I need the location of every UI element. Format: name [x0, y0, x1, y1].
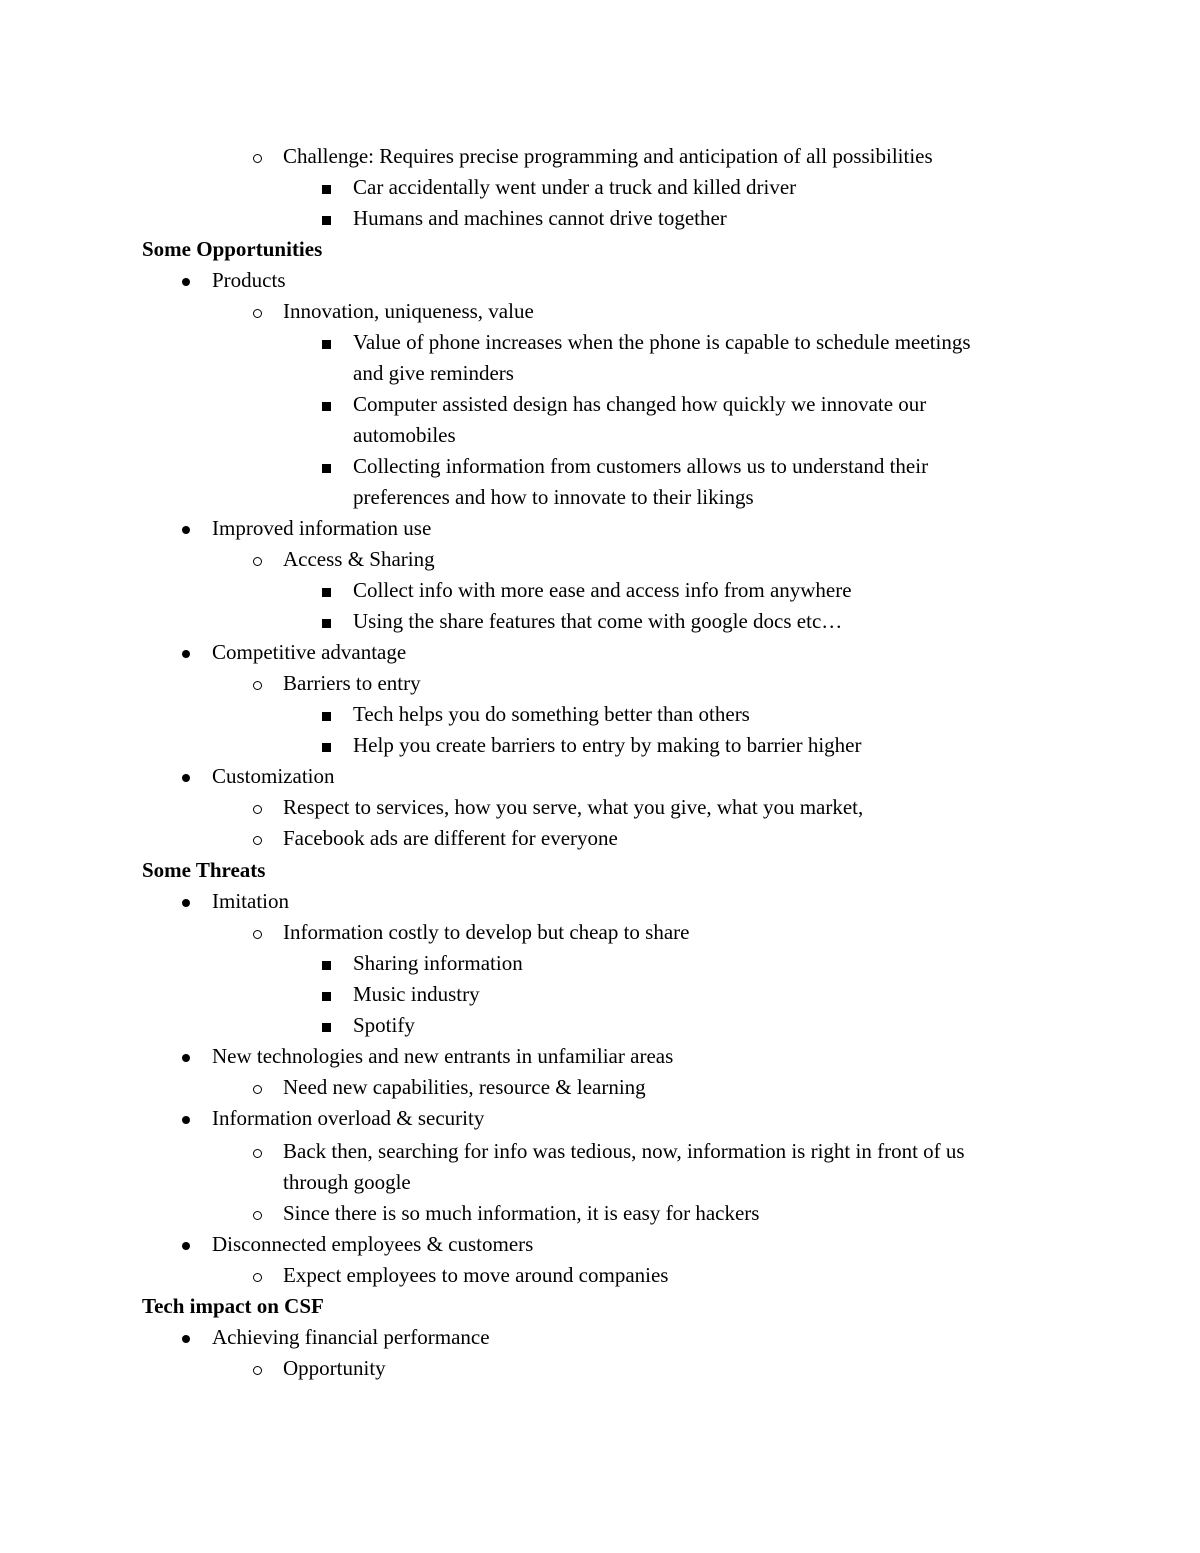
- list-item-text: Need new capabilities, resource & learning: [283, 1075, 646, 1099]
- filled-circle-bullet-icon: [176, 1322, 196, 1353]
- filled-circle-bullet-icon: [176, 1103, 196, 1134]
- list-item-text: Information overload & security: [212, 1106, 485, 1130]
- list-item-text: Opportunity: [283, 1356, 386, 1380]
- list-item-text: Collecting information from customers allows us to understand their: [353, 454, 929, 478]
- list-item-text: Computer assisted design has changed how quickly we innovate our: [353, 392, 927, 416]
- square-bullet-icon: [316, 327, 336, 358]
- list-item-text: Competitive advantage: [212, 640, 407, 664]
- list-item-text: through google: [283, 1170, 411, 1194]
- hollow-circle-bullet-icon: [247, 792, 267, 823]
- list-item-text: New technologies and new entrants in unfamiliar areas: [212, 1044, 674, 1068]
- list-item-text: preferences and how to innovate to their likings: [353, 485, 754, 509]
- list-item: [0, 917, 1200, 948]
- section-heading-text: Tech impact on CSF: [142, 1294, 324, 1318]
- hollow-circle-bullet-icon: [247, 917, 267, 948]
- list-item-text: Respect to services, how you serve, what you give, what you market,: [283, 795, 864, 819]
- list-item: [0, 1136, 1200, 1167]
- list-item-text: Facebook ads are different for everyone: [283, 826, 618, 850]
- filled-circle-bullet-icon: [176, 513, 196, 544]
- list-item: [0, 761, 1200, 792]
- list-item-text: Information costly to develop but cheap to share: [283, 920, 690, 944]
- list-item: [0, 575, 1200, 606]
- filled-circle-bullet-icon: [176, 1041, 196, 1072]
- square-bullet-icon: [316, 1010, 336, 1041]
- square-bullet-icon: [316, 389, 336, 420]
- square-bullet-icon: [316, 575, 336, 606]
- list-item: [0, 792, 1200, 823]
- list-item-text: Expect employees to move around companies: [283, 1263, 669, 1287]
- list-item: [0, 699, 1200, 730]
- list-item: [0, 1041, 1200, 1072]
- list-item-text: Car accidentally went under a truck and killed driver: [353, 175, 797, 199]
- hollow-circle-bullet-icon: [247, 1353, 267, 1384]
- section-heading-text: Some Threats: [142, 858, 266, 882]
- hollow-circle-bullet-icon: [247, 668, 267, 699]
- hollow-circle-bullet-icon: [247, 296, 267, 327]
- list-item: [0, 1260, 1200, 1291]
- list-item: [0, 948, 1200, 979]
- square-bullet-icon: [316, 606, 336, 637]
- list-item-text: and give reminders: [353, 361, 514, 385]
- list-item: [0, 1322, 1200, 1353]
- list-item: [0, 606, 1200, 637]
- section-heading-text: Some Opportunities: [142, 237, 323, 261]
- hollow-circle-bullet-icon: [247, 1260, 267, 1291]
- section-heading: [0, 1291, 1200, 1322]
- section-heading: [0, 855, 1200, 886]
- list-item: [0, 544, 1200, 575]
- list-item-text: automobiles: [353, 423, 456, 447]
- list-item-text: Spotify: [353, 1013, 415, 1037]
- list-item: [0, 1072, 1200, 1103]
- list-item-text: Help you create barriers to entry by making to barrier higher: [353, 733, 862, 757]
- hollow-circle-bullet-icon: [247, 141, 267, 172]
- list-item-continuation: [0, 1167, 1200, 1198]
- list-item: [0, 203, 1200, 234]
- filled-circle-bullet-icon: [176, 1229, 196, 1260]
- hollow-circle-bullet-icon: [247, 544, 267, 575]
- list-item-text: Humans and machines cannot drive together: [353, 206, 727, 230]
- square-bullet-icon: [316, 730, 336, 761]
- filled-circle-bullet-icon: [176, 761, 196, 792]
- list-item-continuation: [0, 358, 1200, 389]
- list-item-text: Since there is so much information, it is easy for hackers: [283, 1201, 760, 1225]
- list-item-continuation: [0, 482, 1200, 513]
- list-item-text: Tech helps you do something better than others: [353, 702, 750, 726]
- list-item-text: Back then, searching for info was tedious, now, information is right in front of us: [283, 1139, 965, 1163]
- list-item-continuation: [0, 420, 1200, 451]
- square-bullet-icon: [316, 203, 336, 234]
- list-item-text: Products: [212, 268, 286, 292]
- list-item: [0, 327, 1200, 358]
- square-bullet-icon: [316, 451, 336, 482]
- list-item: [0, 1103, 1200, 1134]
- list-item-text: Access & Sharing: [283, 547, 435, 571]
- list-item-text: Customization: [212, 764, 335, 788]
- list-item-text: Sharing information: [353, 951, 523, 975]
- list-item: [0, 1353, 1200, 1384]
- list-item: [0, 668, 1200, 699]
- list-item-text: Challenge: Requires precise programming and anticipation of all possibilities: [283, 144, 933, 168]
- list-item-text: Collect info with more ease and access info from anywhere: [353, 578, 852, 602]
- list-item: [0, 637, 1200, 668]
- hollow-circle-bullet-icon: [247, 823, 267, 854]
- hollow-circle-bullet-icon: [247, 1072, 267, 1103]
- list-item: [0, 451, 1200, 482]
- list-item: [0, 1010, 1200, 1041]
- list-item-text: Achieving financial performance: [212, 1325, 490, 1349]
- list-item: [0, 823, 1200, 854]
- list-item: [0, 513, 1200, 544]
- list-item-text: Value of phone increases when the phone is capable to schedule meetings: [353, 330, 971, 354]
- list-item-text: Barriers to entry: [283, 671, 421, 695]
- list-item-text: Using the share features that come with google docs etc…: [353, 609, 843, 633]
- filled-circle-bullet-icon: [176, 637, 196, 668]
- list-item: [0, 172, 1200, 203]
- list-item: [0, 1198, 1200, 1229]
- list-item-text: Innovation, uniqueness, value: [283, 299, 534, 323]
- filled-circle-bullet-icon: [176, 265, 196, 296]
- list-item: [0, 389, 1200, 420]
- list-item-text: Music industry: [353, 982, 480, 1006]
- list-item-text: Imitation: [212, 889, 289, 913]
- square-bullet-icon: [316, 979, 336, 1010]
- list-item-text: Disconnected employees & customers: [212, 1232, 534, 1256]
- list-item: [0, 979, 1200, 1010]
- list-item: [0, 1229, 1200, 1260]
- filled-circle-bullet-icon: [176, 886, 196, 917]
- section-heading: [0, 234, 1200, 265]
- square-bullet-icon: [316, 172, 336, 203]
- square-bullet-icon: [316, 948, 336, 979]
- list-item: [0, 265, 1200, 296]
- list-item: [0, 141, 1200, 172]
- list-item: [0, 886, 1200, 917]
- list-item-text: Improved information use: [212, 516, 432, 540]
- square-bullet-icon: [316, 699, 336, 730]
- list-item: [0, 730, 1200, 761]
- list-item: [0, 296, 1200, 327]
- hollow-circle-bullet-icon: [247, 1198, 267, 1229]
- hollow-circle-bullet-icon: [247, 1136, 267, 1167]
